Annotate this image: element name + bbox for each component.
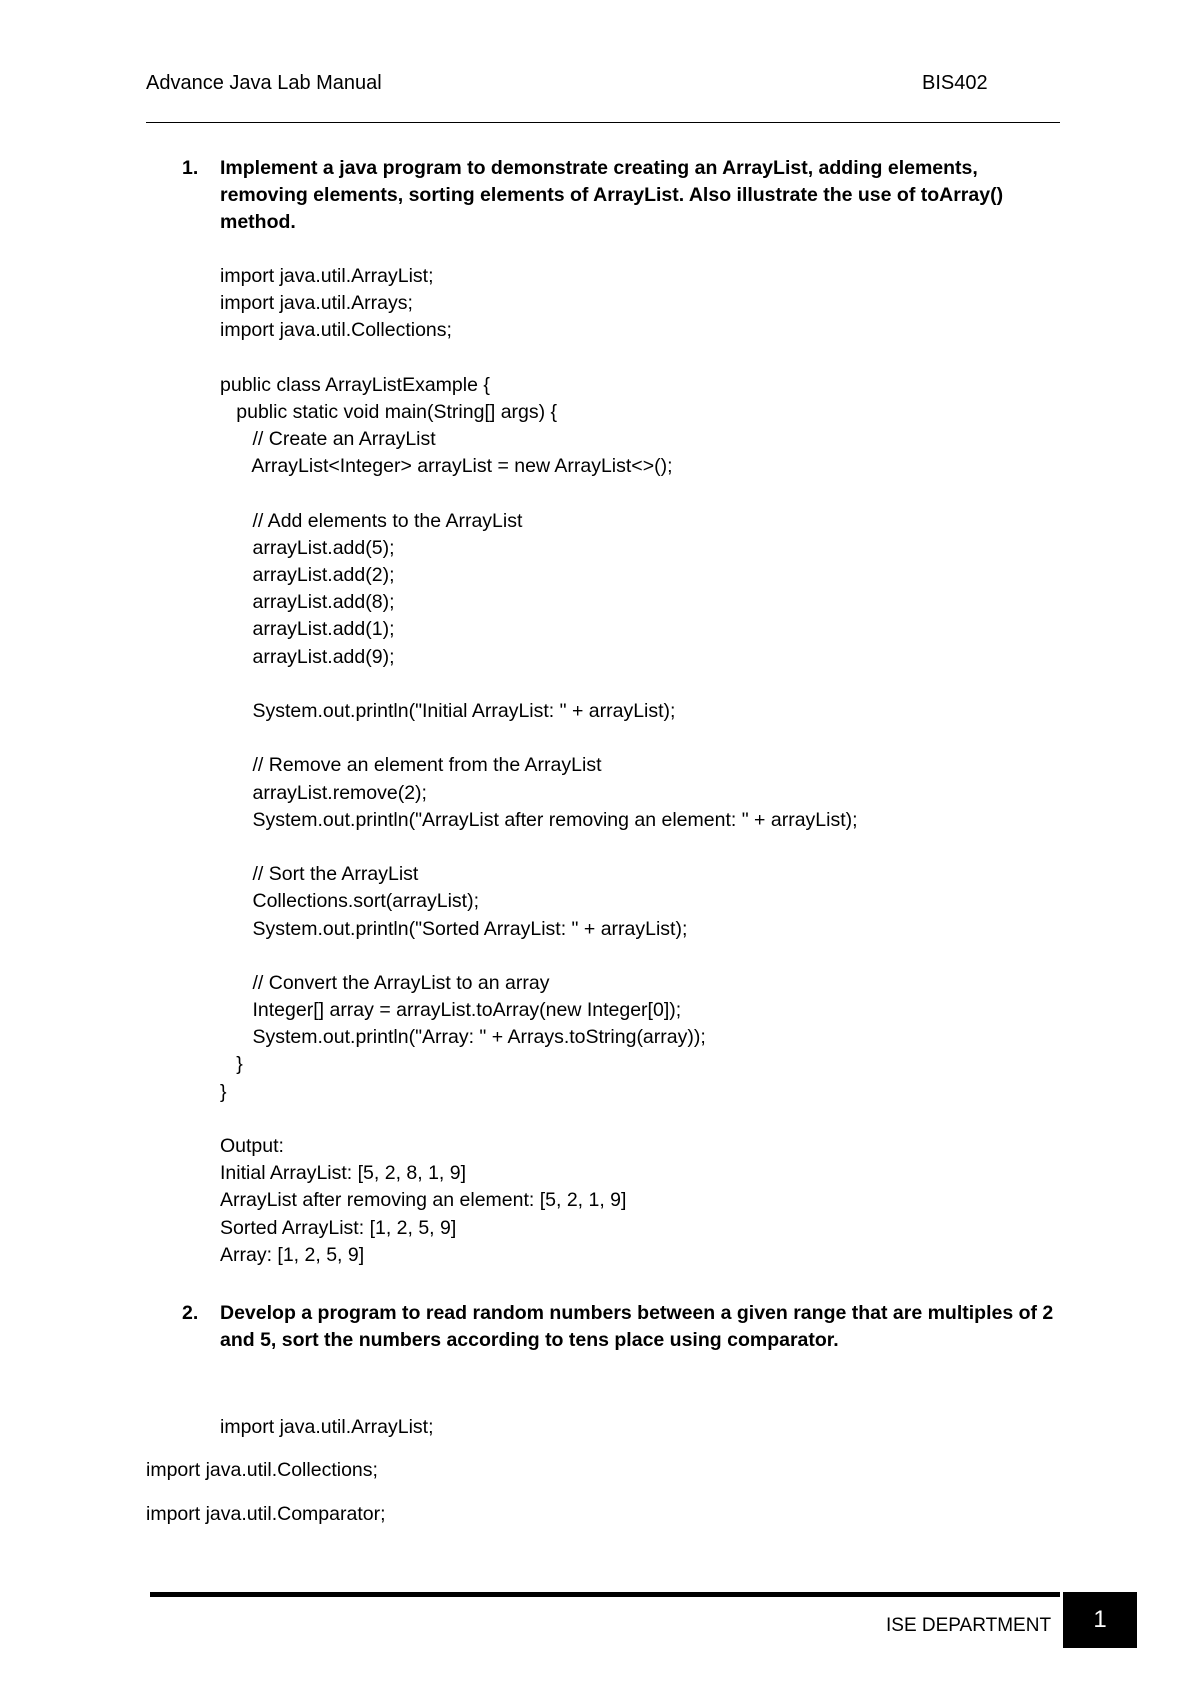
code-line	[220, 345, 858, 372]
code-line: arrayList.remove(2);	[220, 781, 427, 804]
code-line: public class ArrayListExample {	[220, 373, 490, 396]
question-1-code-block	[220, 263, 858, 1269]
question-1-text: Implement a java program to demonstrate creating an ArrayList, adding elements, removing elements, sorting elements of ArrayList. Also illustrate the use of toArray() method.	[220, 157, 1004, 233]
code-line: System.out.println("Array: " + Arrays.toString(array));	[220, 1026, 706, 1049]
code-line	[220, 481, 858, 508]
code-line: // Add elements to the ArrayList	[220, 509, 523, 532]
code-line: // Sort the ArrayList	[220, 863, 419, 886]
question-2-import-collections: import java.util.Collections;	[146, 1459, 378, 1481]
code-line: import java.util.Arrays;	[220, 292, 413, 315]
code-line: Sorted ArrayList: [1, 2, 5, 9]	[220, 1216, 457, 1239]
code-line: import java.util.Collections;	[220, 319, 452, 342]
question-1-number: 1.	[182, 157, 199, 179]
footer-department: ISE DEPARTMENT	[886, 1615, 1052, 1636]
question-2-text: Develop a program to read random numbers between a given range that are multiples of 2 and 5, sort the numbers according to tens place using comparator.	[220, 1302, 1054, 1351]
header-divider	[146, 122, 1060, 123]
code-line: System.out.println("Initial ArrayList: " + arrayList);	[220, 700, 676, 722]
header-title: Advance Java Lab Manual	[146, 72, 382, 94]
code-line	[220, 834, 858, 861]
code-line: arrayList.add(5);	[220, 536, 395, 559]
code-line: }	[220, 1053, 243, 1076]
code-line	[220, 1106, 858, 1133]
code-line	[220, 725, 858, 752]
question-2-import-arraylist: import java.util.ArrayList;	[220, 1416, 434, 1438]
code-line	[220, 943, 858, 970]
code-line: arrayList.add(1);	[220, 618, 395, 641]
code-line: import java.util.ArrayList;	[220, 265, 434, 287]
code-line: Initial ArrayList: [5, 2, 8, 1, 9]	[220, 1162, 467, 1185]
question-2-number: 2.	[182, 1302, 199, 1324]
footer-divider	[150, 1592, 1060, 1597]
code-line: ArrayList<Integer> arrayList = new ArrayList<>();	[220, 455, 673, 478]
code-line: }	[220, 1080, 227, 1103]
code-line: arrayList.add(9);	[220, 645, 395, 668]
code-line: // Remove an element from the ArrayList	[220, 754, 602, 777]
code-line: Output:	[220, 1135, 284, 1157]
question-2-import-comparator: import java.util.Comparator;	[146, 1503, 386, 1525]
code-line: // Create an ArrayList	[220, 428, 436, 451]
code-line: System.out.println("Sorted ArrayList: " + arrayList);	[220, 917, 688, 940]
code-line: // Convert the ArrayList to an array	[220, 971, 550, 994]
code-line	[220, 671, 858, 698]
header-course-code: BIS402	[922, 72, 988, 94]
code-line: public static void main(String[] args) {	[220, 400, 558, 423]
code-line: arrayList.add(2);	[220, 564, 395, 587]
code-line: arrayList.add(8);	[220, 591, 395, 614]
code-line: System.out.println("ArrayList after removing an element: " + arrayList);	[220, 808, 858, 831]
code-line: ArrayList after removing an element: [5, 2, 1, 9]	[220, 1189, 627, 1212]
footer-page-number: 1	[1063, 1592, 1137, 1648]
code-line: Collections.sort(arrayList);	[220, 890, 479, 913]
code-line: Array: [1, 2, 5, 9]	[220, 1243, 365, 1266]
code-line: Integer[] array = arrayList.toArray(new Integer[0]);	[220, 999, 682, 1022]
